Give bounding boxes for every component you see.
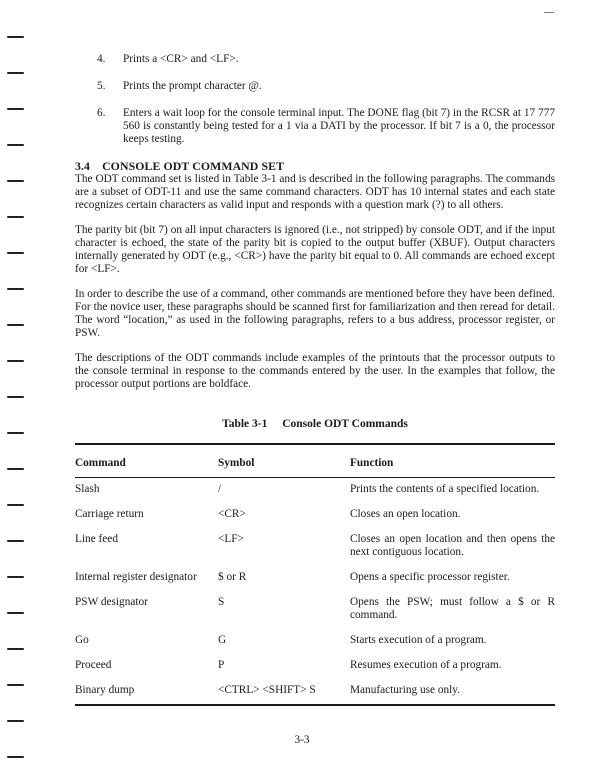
page-number: 3-3 <box>294 734 310 746</box>
binder-mark <box>7 576 24 578</box>
cell-command: Proceed <box>75 659 112 671</box>
binder-mark <box>7 540 24 542</box>
binder-mark <box>7 288 24 290</box>
binder-mark <box>7 432 24 434</box>
cell-function: Opens a specific processor register. <box>350 571 510 583</box>
header-function: Function <box>350 445 555 478</box>
scan-artifact-mark <box>544 12 554 13</box>
binder-mark <box>7 756 24 758</box>
cell-function: Manufacturing use only. <box>350 684 461 696</box>
list-text: Prints a <CR> and <LF>. <box>123 53 239 65</box>
cell-symbol: $ or R <box>218 571 247 583</box>
cell-command: Line feed <box>75 533 118 545</box>
table-bottom-rule <box>75 704 555 706</box>
cell-command: Internal register designator <box>75 571 197 583</box>
table-header-row <box>75 445 555 478</box>
cell-function: Opens the PSW; must follow a $ or R command. <box>350 596 555 621</box>
table-row <box>75 503 555 528</box>
binder-hole-marks <box>0 0 30 783</box>
list-number: 4. <box>97 53 106 65</box>
binder-mark <box>7 252 24 254</box>
page-content <box>75 50 555 706</box>
table-title: Console ODT Commands <box>282 418 408 430</box>
table-number: Table 3-1 <box>222 418 268 430</box>
section-number: 3.4 <box>75 159 91 173</box>
binder-mark <box>7 360 24 362</box>
header-command: Command <box>75 445 218 478</box>
cell-function: Resumes execution of a program. <box>350 659 502 671</box>
cell-command: Go <box>75 634 89 646</box>
binder-mark <box>7 180 24 182</box>
paragraph: The ODT command set is listed in Table 3-1 and is described in the following paragraphs. The commands are a subset of ODT-11 and use the same command characters. ODT has 10 internal states and each state recognizes certain characters as valid input and responds with a question mark (?) to all others. <box>75 173 555 211</box>
list-text: Prints the prompt character @. <box>123 80 262 92</box>
cell-symbol: S <box>218 596 225 608</box>
binder-mark <box>7 36 24 38</box>
binder-mark <box>7 648 24 650</box>
list-item <box>75 80 555 93</box>
list-item <box>75 107 555 146</box>
section-heading <box>75 160 555 173</box>
cell-function: Closes an open location and then opens the next contiguous location. <box>350 533 555 558</box>
binder-mark <box>7 720 24 722</box>
cell-function: Closes an open location. <box>350 508 461 520</box>
cell-command: Binary dump <box>75 684 135 696</box>
table-row <box>75 591 555 629</box>
paragraph: The parity bit (bit 7) on all input characters is ignored (i.e., not stripped) by console ODT, and if the input character is echoed, the state of the parity bit is copied to the output buffer (XBUF). Output characters internally generated by ODT (e.g., <CR>) have the parity bit equal to 0. All commands are echoed except for <LF>. <box>75 224 555 275</box>
cell-symbol: G <box>218 634 227 646</box>
binder-mark <box>7 684 24 686</box>
table-row <box>75 566 555 591</box>
cell-symbol: <CR> <box>218 508 246 520</box>
table-row <box>75 478 555 504</box>
cell-command: Carriage return <box>75 508 144 520</box>
binder-mark <box>7 468 24 470</box>
table-row <box>75 528 555 566</box>
list-text: Enters a wait loop for the console terminal input. The DONE flag (bit 7) in the RCSR at 17 777 560 is constantly being tested for a 1 via a DATI by the processor. If bit 7 is a 0, the processor keeps testing. <box>123 107 555 145</box>
cell-symbol: P <box>218 659 225 671</box>
binder-mark <box>7 144 24 146</box>
table-caption <box>75 418 555 431</box>
paragraph: The descriptions of the ODT commands include examples of the printouts that the processor outputs to the console terminal in response to the commands entered by the user. In the examples that follow, the processor output portions are boldface. <box>75 352 555 390</box>
cell-function: Starts execution of a program. <box>350 634 487 646</box>
list-item <box>75 53 555 66</box>
table-row <box>75 654 555 679</box>
binder-mark <box>7 108 24 110</box>
cell-symbol: <CTRL> <SHIFT> S <box>218 684 316 696</box>
commands-table <box>75 445 555 704</box>
table-row <box>75 679 555 704</box>
binder-mark <box>7 72 24 74</box>
binder-mark <box>7 396 24 398</box>
paragraph: In order to describe the use of a command, other commands are mentioned before they have been defined. For the novice user, these paragraphs should be scanned first for familiarization and then reread for detail. The word “location,” as used in the following paragraphs, refers to a bus address, processor register, or PSW. <box>75 288 555 339</box>
binder-mark <box>7 324 24 326</box>
binder-mark <box>7 612 24 614</box>
binder-mark <box>7 504 24 506</box>
cell-command: PSW designator <box>75 596 148 608</box>
list-number: 5. <box>97 80 106 92</box>
table-row <box>75 629 555 654</box>
header-symbol: Symbol <box>218 445 350 478</box>
cell-function: Prints the contents of a specified location. <box>350 483 540 495</box>
list-number: 6. <box>97 107 106 119</box>
cell-symbol: <LF> <box>218 533 244 545</box>
cell-command: Slash <box>75 483 100 495</box>
binder-mark <box>7 216 24 218</box>
section-title: CONSOLE ODT COMMAND SET <box>102 159 285 173</box>
cell-symbol: / <box>218 483 222 495</box>
